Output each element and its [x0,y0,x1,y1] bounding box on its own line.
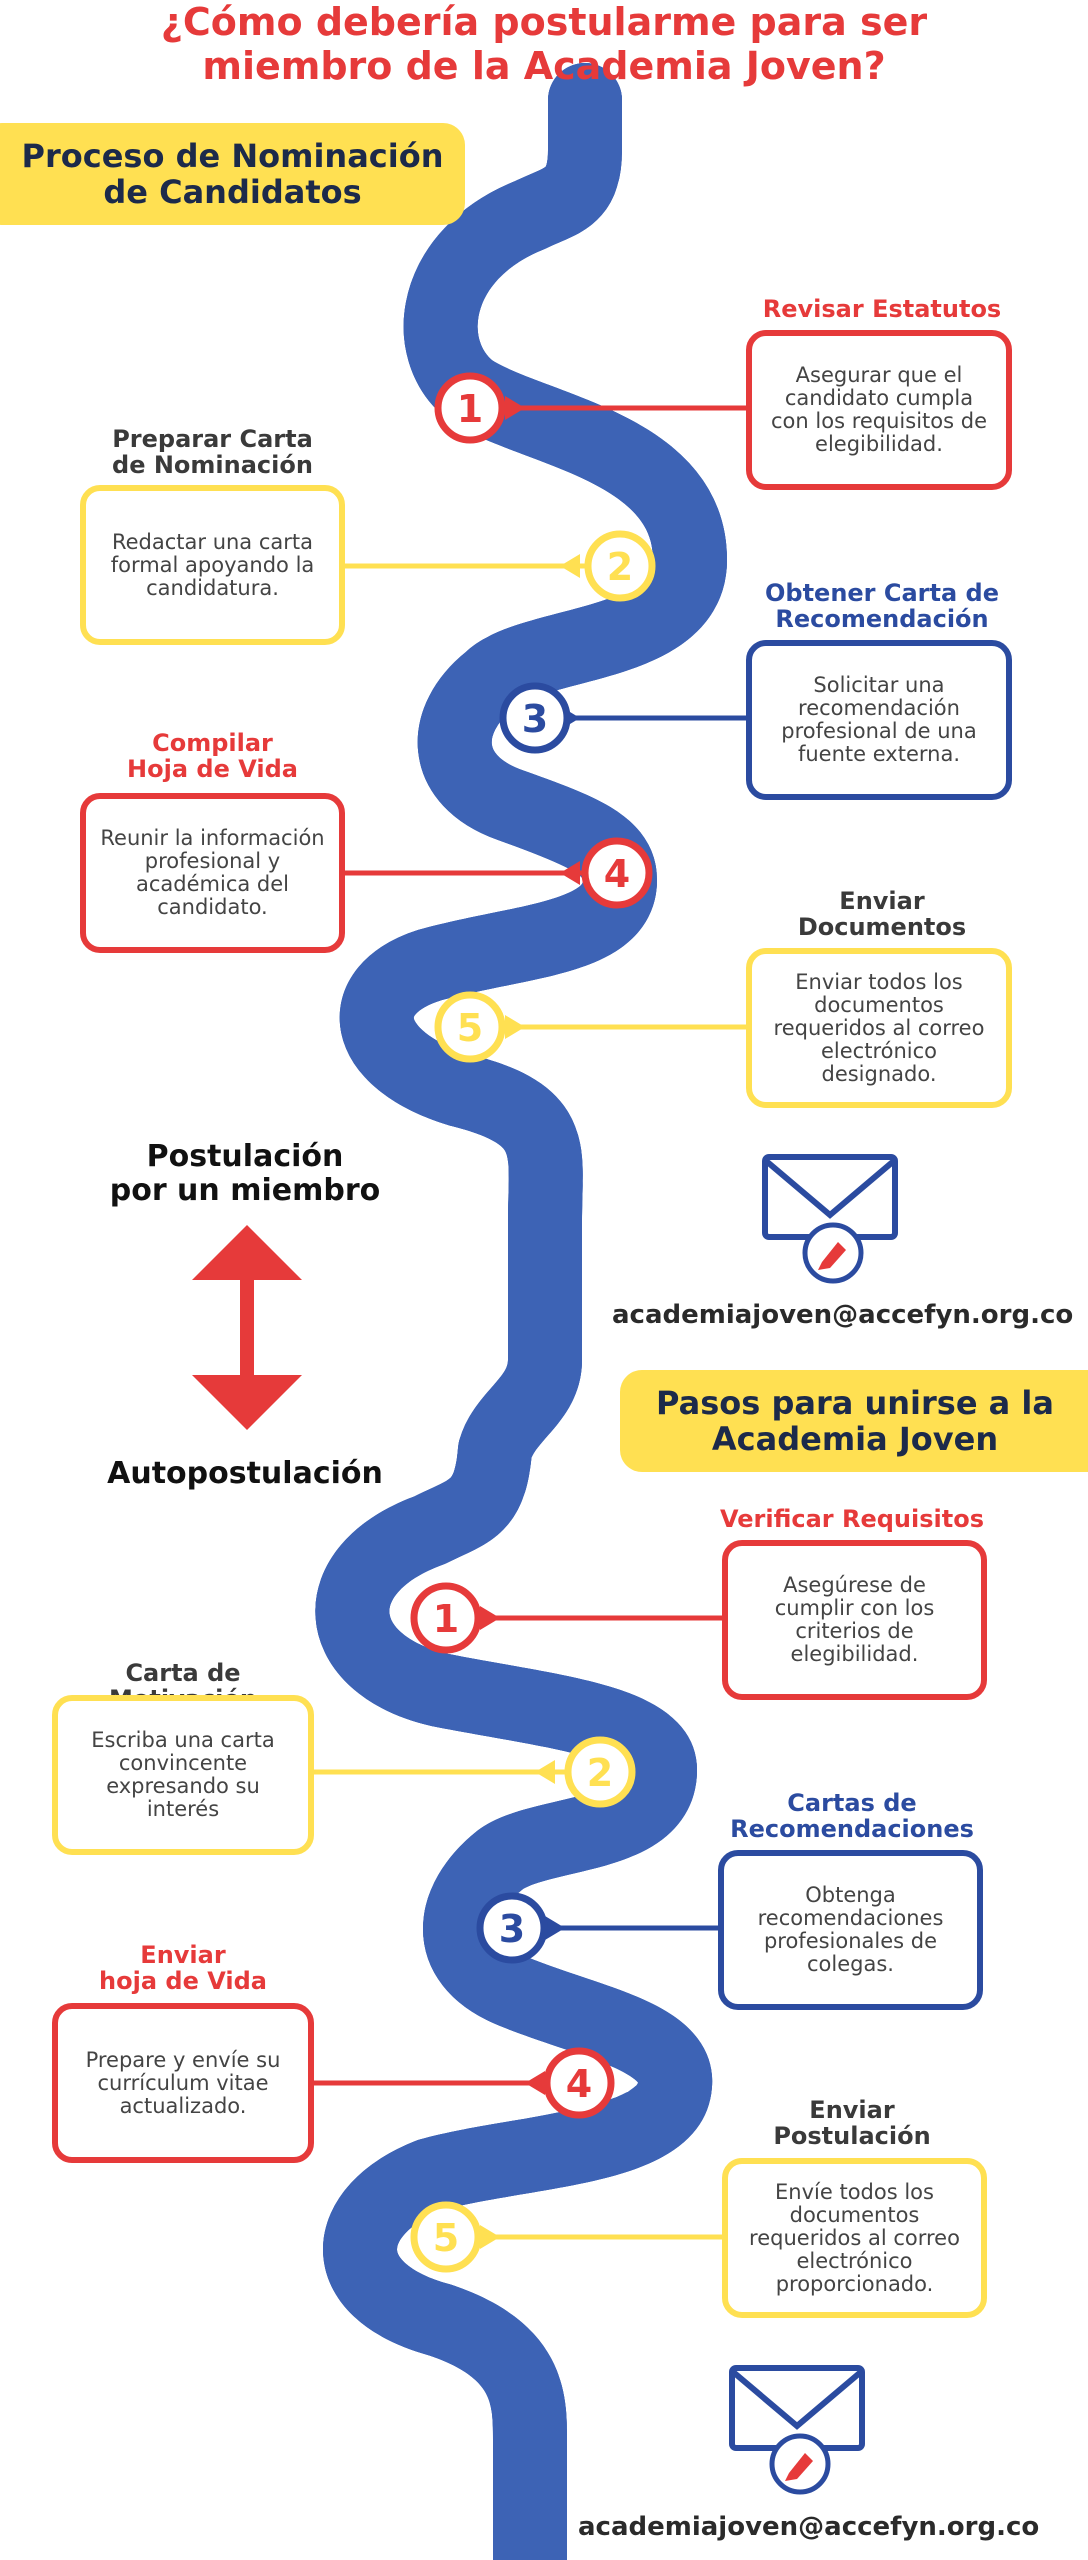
page-title [0,0,1088,88]
self-step-2-box [52,1695,314,1855]
self-application-label: Autopostulación [107,1456,383,1491]
nomination-step-4-box [80,793,345,953]
nomination-step-1-box [746,330,1012,490]
nomination-step-2-box [80,485,345,645]
self-step-4-description: Prepare y envíe su currículum vitae actualizado. [85,2047,281,2118]
nomination-banner-line1: Proceso de Nominación [21,137,444,175]
page-title-line1: ¿Cómo debería postularme para ser [160,0,928,44]
self-step-3-box [718,1850,983,2010]
self-step-number-5: 5 [432,2216,460,2260]
self-step-5-description: Envíe todos los documentos requeridos al correo electrónico proporcionado. [749,2179,960,2296]
self-step-number-1: 1 [432,1597,460,1641]
self-step-number-2: 2 [586,1751,614,1795]
nomination-email[interactable]: academiajoven@accefyn.org.co [612,1300,1074,1330]
self-step-1-title: Verificar Requisitos [719,1505,984,1533]
nomination-step-2-description: Redactar una carta formal apoyando la candidatura. [110,529,315,600]
nomination-banner [0,123,465,225]
nomination-step-number-3: 3 [521,697,549,741]
self-step-4-box [52,2003,314,2163]
nomination-banner-line2: de Candidatos [103,173,362,211]
nomination-step-3-box [746,640,1012,800]
self-step-2-description: Escriba una carta convincente expresando su interés [91,1728,275,1821]
self-step-5-title: Enviar Postulación [773,2096,931,2150]
nomination-step-5-description: Enviar todos los documentos requeridos al correo electrónico designado. [773,969,985,1086]
self-step-1-box [722,1540,987,1700]
envelope-icon-2 [732,2368,862,2492]
nomination-step-1-description: Asegurar que el candidato cumpla con los requisitos de elegibilidad. [771,363,987,456]
nomination-step-1-title: Revisar Estatutos [762,295,1002,323]
self-step-4-title: Enviar hoja de Vida [99,1941,267,1995]
self-application-banner-line2: Academia Joven [711,1420,999,1458]
self-step-3-title: Cartas de Recomendaciones [730,1789,974,1843]
self-application-email[interactable]: academiajoven@accefyn.org.co [578,2512,1040,2542]
nomination-step-number-4: 4 [603,852,631,896]
nomination-step-number-2: 2 [606,545,634,589]
nomination-step-5-title: Enviar Documentos [797,887,967,941]
nomination-step-4-description: Reunir la información profesional y académica del candidato. [100,826,325,919]
envelope-icon [765,1157,895,1281]
self-step-3-description: Obtenga recomendaciones profesionales de colegas. [757,1883,944,1976]
self-application-banner-line1: Pasos para unirse a la [656,1384,1054,1422]
nomination-step-number-1: 1 [456,387,484,431]
self-step-5-box [722,2158,987,2318]
nomination-step-3-title: Obtener Carta de Recomendación [764,579,999,633]
road-path [352,100,690,2560]
self-step-number-4: 4 [565,2062,593,2106]
nomination-step-4-title: Compilar Hoja de Vida [127,729,298,783]
self-step-2-title: Carta de [125,1659,241,1687]
self-step-1-description: Asegúrese de cumplir con los criterios de elegibilidad. [774,1573,935,1666]
nomination-step-number-5: 5 [456,1006,484,1050]
nomination-step-3-description: Solicitar una recomendación profesional de una fuente externa. [781,673,977,766]
member-nomination-label: Postulación por un miembro [109,1139,381,1208]
double-arrow-icon [192,1225,302,1430]
self-application-banner [620,1370,1088,1472]
page-title-line2: miembro de la Academia Joven? [202,44,886,88]
nomination-step-5-box [746,948,1012,1108]
nomination-step-2-title: Preparar Carta de Nominación [112,425,313,479]
self-step-number-3: 3 [498,1907,526,1951]
